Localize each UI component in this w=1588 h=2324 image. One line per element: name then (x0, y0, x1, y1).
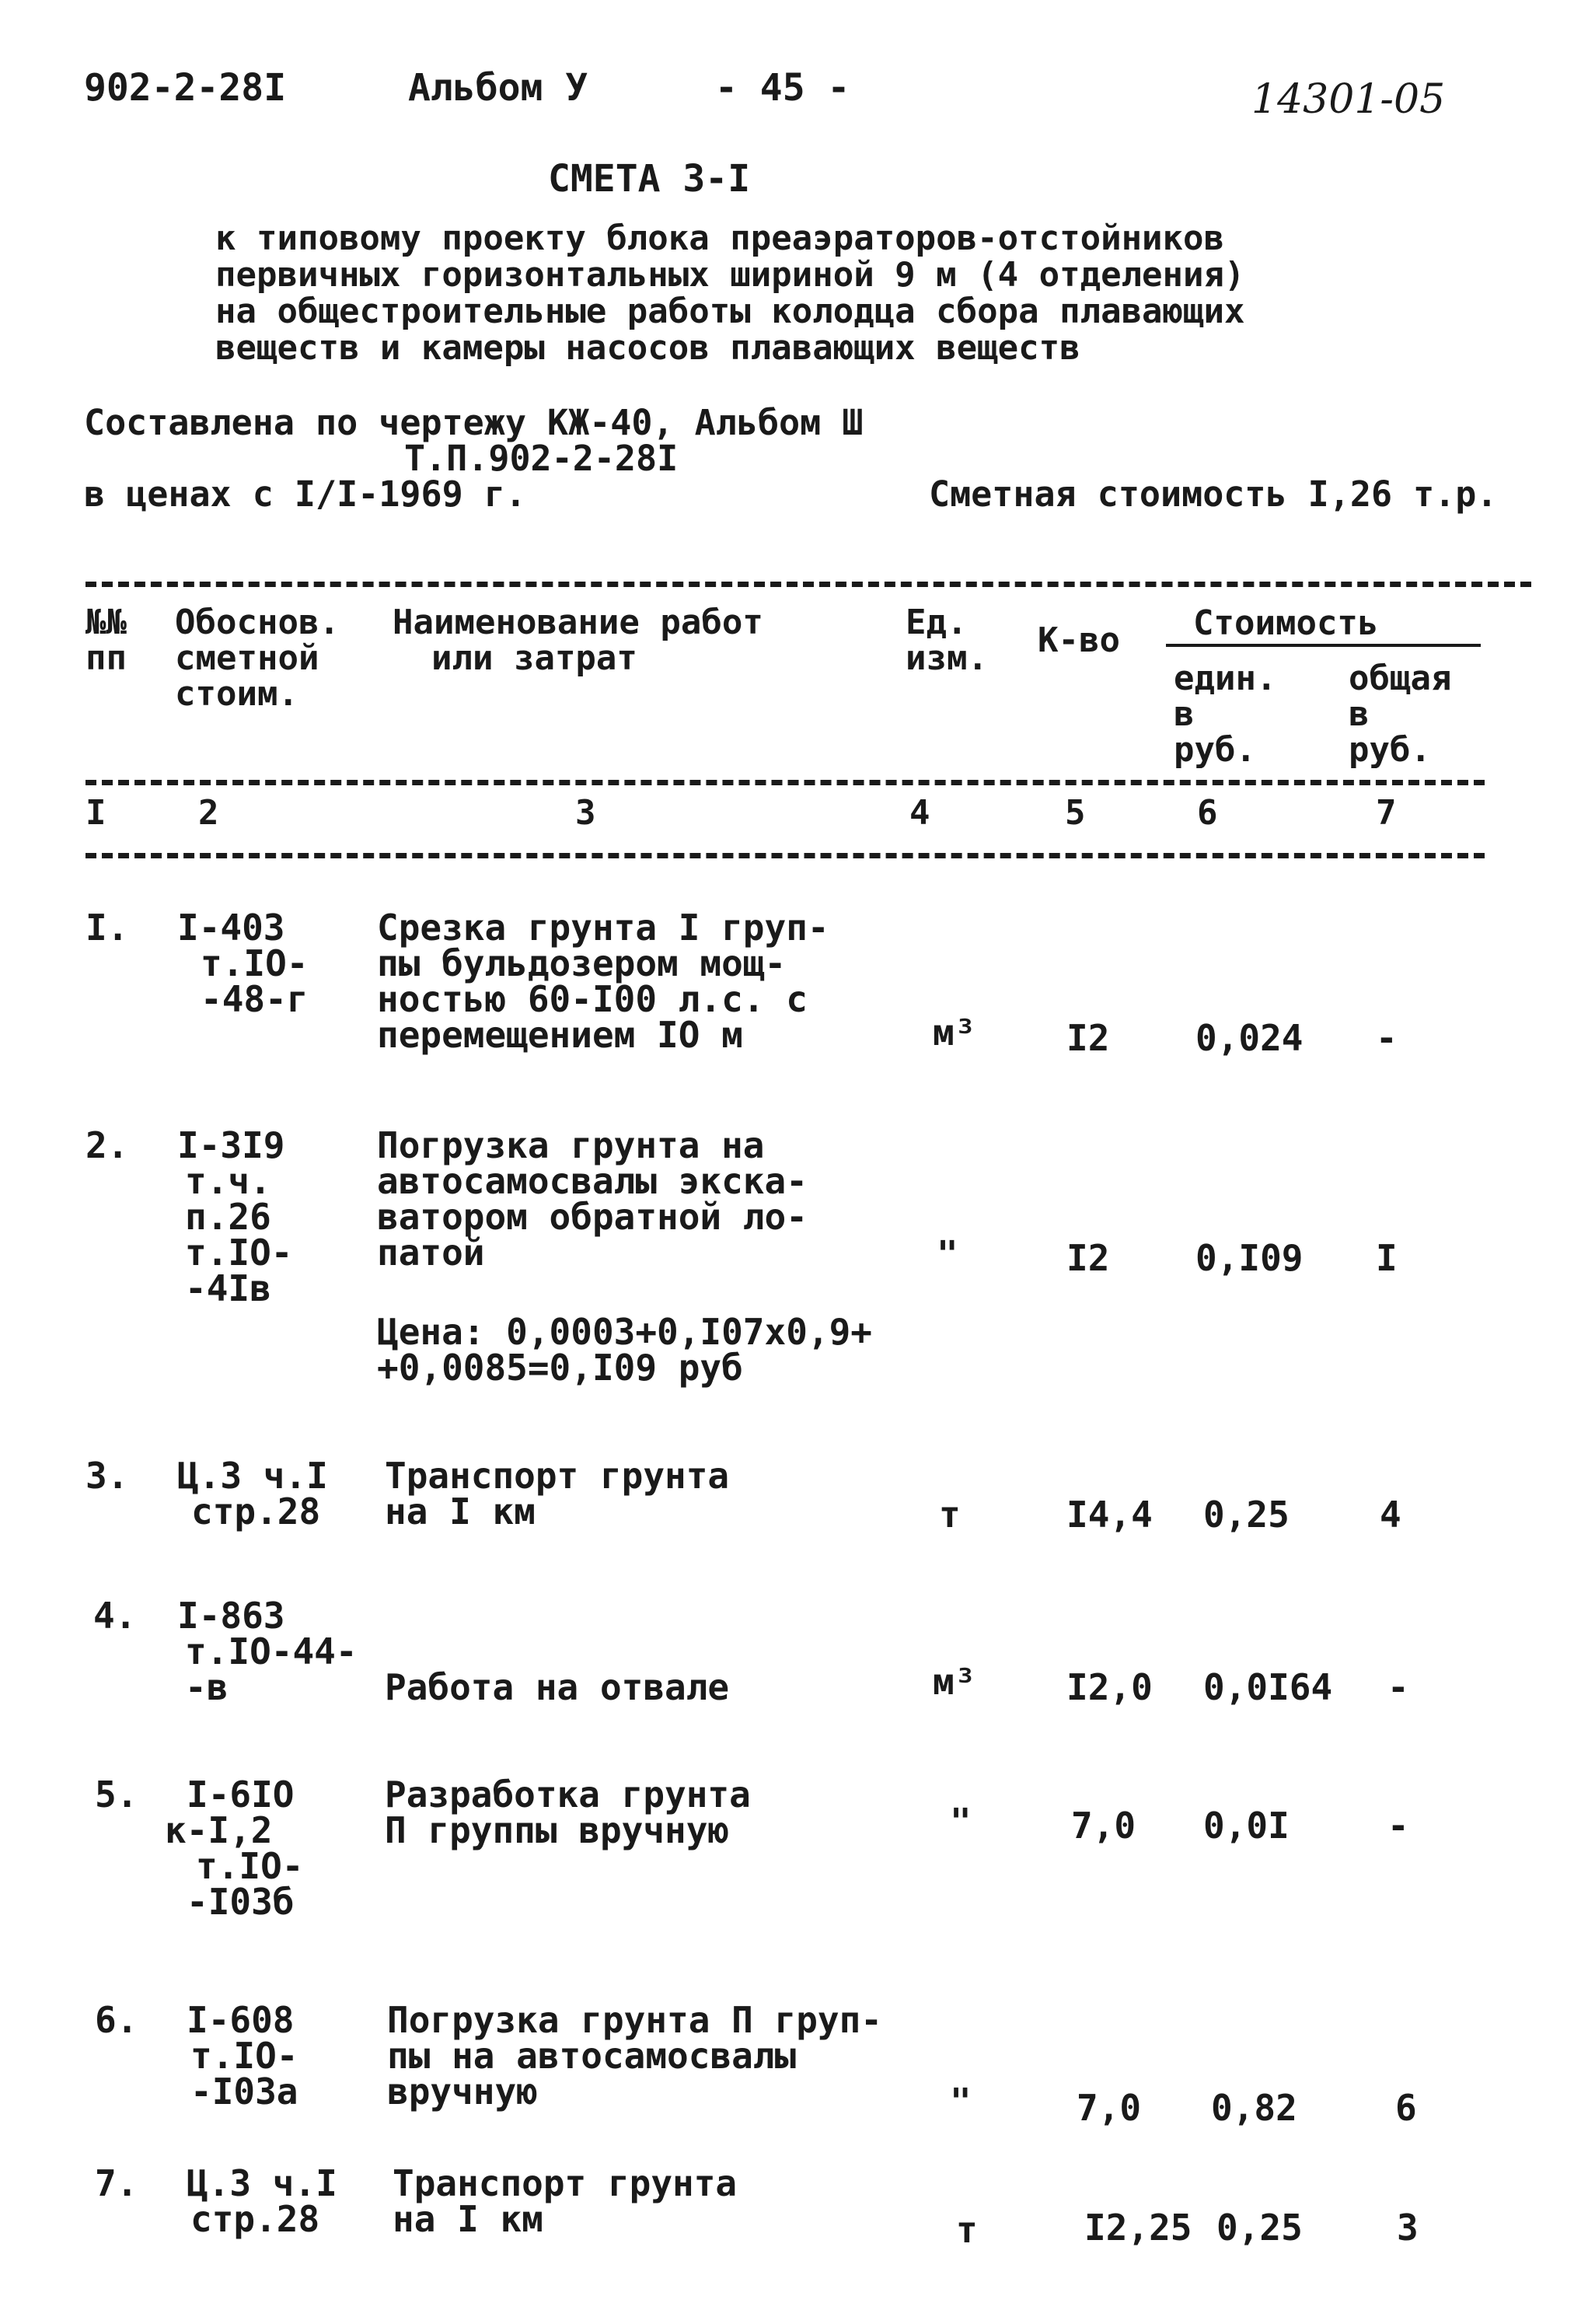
estimate-title: СМЕТА 3-I (548, 157, 751, 201)
row-3-qty: I4,4 (1066, 1494, 1153, 1536)
row-5-name: Разработка грунта П группы вручную (385, 1774, 751, 1851)
header-name: Наименование работ или затрат (393, 603, 763, 678)
col-numbers-rule (86, 853, 1485, 858)
row-6-qty: 7,0 (1077, 2087, 1142, 2129)
row-2-basis: I-3I9 т.ч. п.26 т.IO- -4Iв (177, 1124, 293, 1309)
col-number-4: 4 (909, 793, 930, 833)
col-number-5: 5 (1065, 793, 1086, 833)
row-4-price: 0,0I64 (1203, 1666, 1333, 1708)
row-3-name: Транспорт грунта на I км (385, 1455, 730, 1532)
header-quantity: К-во (1038, 620, 1120, 660)
row-7-num: 7. (95, 2162, 138, 2204)
row-1-num: I. (86, 907, 129, 949)
album-label: Альбом У (408, 66, 588, 110)
col-number-6: 6 (1197, 793, 1218, 833)
row-2-num: 2. (86, 1124, 129, 1166)
row-1-unit: м³ (933, 1012, 976, 1054)
row-7-basis: Ц.3 ч.I стр.28 (187, 2162, 337, 2240)
title-line-4: веществ и камеры насосов плавающих веществ (215, 328, 1080, 368)
row-7-unit: т (956, 2209, 978, 2251)
col-number-2: 2 (198, 793, 219, 833)
row-2-qty: I2 (1066, 1237, 1110, 1279)
row-4-basis: I-863 т.IO-44- -в (177, 1595, 358, 1708)
row-6-basis: I-608 т.IO- -I03а (187, 1999, 298, 2113)
document-code: 902-2-28I (84, 66, 287, 110)
title-line-2: первичных горизонтальных шириной 9 м (4 отделения) (215, 255, 1245, 295)
col-number-1: I (86, 793, 106, 833)
col-number-7: 7 (1376, 793, 1397, 833)
row-5-price: 0,0I (1203, 1805, 1290, 1847)
row-6-total: 6 (1395, 2087, 1417, 2129)
row-7-price: 0,25 (1216, 2207, 1303, 2249)
row-6-num: 6. (95, 1999, 138, 2041)
page-number: - 45 - (715, 66, 850, 110)
row-4-num: 4. (93, 1595, 137, 1637)
row-1-price: 0,024 (1195, 1017, 1304, 1059)
price-basis: в ценах с I/I-1969 г. (84, 474, 526, 515)
row-6-price: 0,82 (1211, 2087, 1297, 2129)
header-basis: Обоснов. сметной стоим. (175, 603, 340, 714)
row-6-unit: " (950, 2081, 972, 2123)
row-3-unit: т (939, 1494, 961, 1536)
header-total: общая в руб. (1349, 659, 1452, 770)
row-4-unit: м³ (933, 1661, 976, 1703)
row-3-num: 3. (86, 1455, 129, 1497)
header-unit-price: един. в руб. (1174, 659, 1277, 770)
archive-stamp-number: 14301-05 (1251, 76, 1446, 123)
composed-by-drawing: Составлена по чертежу КЖ-40, Альбом Ш (84, 402, 864, 443)
header-num: №№ пп (86, 603, 127, 678)
title-line-3: на общестроительные работы колодца сбора плавающих (215, 292, 1245, 331)
row-3-total: 4 (1380, 1494, 1401, 1536)
row-1-name: Срезка грунта I груп- пы бульдозером мощ- ностью 60-I00 л.с. с перемещением IO м (377, 907, 829, 1056)
row-4-qty: I2,0 (1066, 1666, 1153, 1708)
row-2-name: Погрузка грунта на автосамосвалы экска- ватором обратной ло- патой (377, 1124, 808, 1274)
row-1-basis: I-403 т.IO- -48-г (177, 907, 309, 1020)
row-7-qty: I2,25 (1084, 2207, 1192, 2249)
row-7-total: 3 (1397, 2207, 1419, 2249)
row-6-name: Погрузка грунта П груп- пы на автосамосвалы вручную (387, 1999, 882, 2113)
estimated-cost: Сметная стоимость I,26 т.р. (929, 474, 1498, 515)
row-3-price: 0,25 (1203, 1494, 1290, 1536)
typical-project-ref: Т.П.902-2-28I (404, 438, 679, 479)
row-7-name: Транспорт грунта на I км (393, 2162, 738, 2240)
table-top-rule (86, 582, 1531, 587)
row-5-qty: 7,0 (1071, 1805, 1136, 1847)
header-cost: Стоимость (1193, 603, 1379, 643)
row-2-price-note: Цена: 0,0003+0,I07х0,9+ +0,0085=0,I09 руб (377, 1311, 872, 1389)
row-1-total: - (1376, 1017, 1398, 1059)
row-2-price: 0,I09 (1195, 1237, 1304, 1279)
row-2-total: I (1376, 1237, 1398, 1279)
row-1-qty: I2 (1066, 1017, 1110, 1059)
row-5-total: - (1387, 1805, 1409, 1847)
header-bottom-rule (86, 780, 1485, 785)
row-5-num: 5. (95, 1774, 138, 1816)
row-3-basis: Ц.3 ч.I стр.28 (177, 1455, 328, 1532)
row-5-unit: " (950, 1801, 972, 1843)
row-4-name: Работа на отвале (385, 1666, 730, 1708)
col-number-3: 3 (575, 793, 596, 833)
header-unit: Ед. изм. (906, 603, 988, 678)
title-line-1: к типовому проекту блока преаэраторов-отстойников (215, 218, 1225, 258)
row-2-unit: " (937, 1233, 958, 1275)
row-5-basis: I-6IO к-I,2 т.IO- -I03б (165, 1774, 304, 1923)
cost-underline (1166, 644, 1481, 647)
row-4-total: - (1387, 1666, 1409, 1708)
